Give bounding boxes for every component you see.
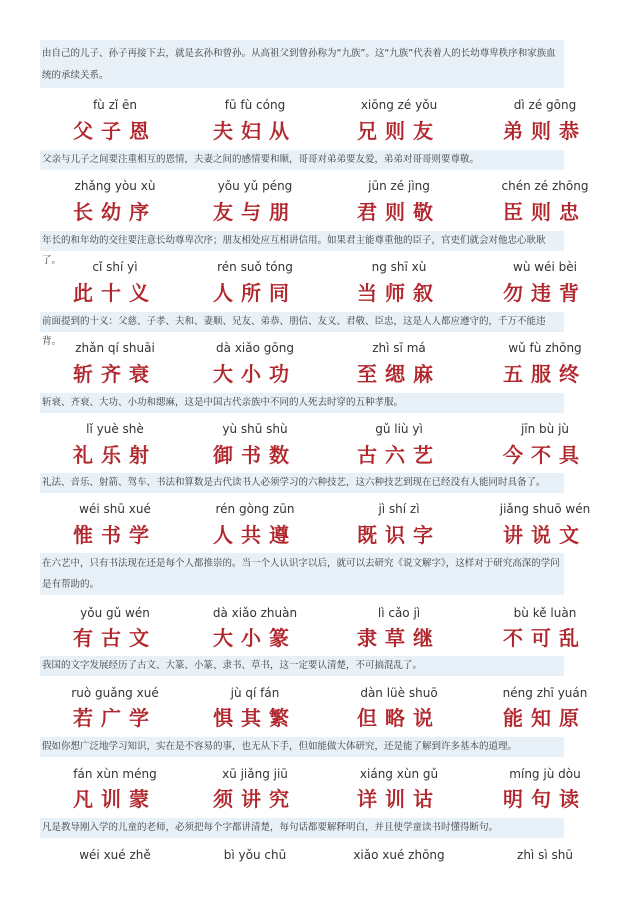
pinyin-row [40,338,600,358]
pinyin: bì yǒu chū [223,848,287,862]
verse-characters: 不可乱 [503,626,587,650]
character-row [40,279,600,305]
verse-explanation: 我国的文字发展经历了古文、大篆、小篆、隶书、草书，这一定要认清楚，不可搞混乱了。 [40,656,564,676]
pinyin: lǐ yuè shè [86,422,144,436]
pinyin-row [40,257,600,277]
pinyin: zhǎn qí shuāi [75,341,155,355]
verse-characters: 当师叙 [357,281,441,305]
pinyin: xū jiǎng jiū [222,767,288,781]
pinyin: xiáng xùn gǔ [359,767,439,781]
pinyin: míng jù dòu [509,767,581,781]
pinyin-row [40,764,600,784]
character-row [40,360,600,386]
pinyin: gǔ liù yì [375,422,423,436]
pinyin: jì shí zì [378,502,420,516]
character-row [40,785,600,811]
verse-characters: 弟则恭 [503,119,587,143]
pinyin: dà xiǎo zhuàn [212,606,298,620]
verse-characters: 大小篆 [213,626,297,650]
verse-characters: 夫妇从 [213,119,297,143]
verse-characters: 五服终 [503,362,587,386]
verse-characters: 此十义 [73,281,157,305]
verse-characters: 有古文 [73,626,157,650]
verse-explanation: 年长的和年幼的交往要注意长幼尊卑次序；朋友相处应互相讲信用。如果君主能尊重他的臣子，官吏们就会对他忠心耿耿了。 [40,231,564,251]
pinyin: jūn zé jìng [368,179,430,193]
pinyin: cǐ shí yì [92,260,138,274]
verse-explanation: 假如你想广泛地学习知识，实在是不容易的事，也无从下手，但如能做大体研究，还是能了解到许多基本的道理。 [40,737,564,757]
verse-characters: 勿违背 [503,281,587,305]
pinyin-row [40,95,600,115]
verse-explanation: 前面提到的十义：父慈、子孝、夫和、妻顺、兄友、弟恭、朋信、友义、君敬、臣忠，这是人人都应遵守的，千万不能违背。 [40,312,564,332]
pinyin: xiǎo xué zhōng [353,848,445,862]
pinyin-row [40,683,600,703]
verse-characters: 须讲究 [213,787,297,811]
pinyin-row [40,603,600,623]
pinyin-row [40,499,600,519]
verse-characters: 父子恩 [73,119,157,143]
verse-characters: 能知原 [503,706,587,730]
pinyin: dàn lüè shuō [360,686,438,700]
pinyin: fù zǐ ēn [92,98,138,112]
pinyin: dì zé gōng [513,98,577,112]
pinyin: rén suǒ tóng [217,260,293,274]
verse-characters: 若广学 [73,706,157,730]
pinyin: bù kě luàn [513,606,577,620]
verse-characters: 礼乐射 [73,443,157,467]
verse-characters: 但略说 [357,706,441,730]
character-row [40,521,600,547]
pinyin: dà xiǎo gōng [216,341,294,355]
verse-characters: 人共遵 [213,523,297,547]
verse-characters: 臣则忠 [503,200,587,224]
pinyin: wéi xué zhě [79,848,151,862]
verse-characters: 惧其繁 [213,706,297,730]
verse-explanation: 在六艺中，只有书法现在还是每个人都推崇的。当一个人认识字以后，就可以去研究《说文解字》，这样对于研究高深的学问是有帮助的。 [40,553,564,595]
verse-characters: 详训诂 [357,787,441,811]
verse-characters: 兄则友 [357,119,441,143]
verse-characters: 友与朋 [213,200,297,224]
verse-characters: 明句读 [503,787,587,811]
pinyin-row [40,845,600,865]
verse-explanation: 礼法、音乐、射箭、驾车、书法和算数是古代读书人必须学习的六种技艺，这六种技艺到现在已经没有人能同时具备了。 [40,473,564,493]
verse-characters: 大小功 [213,362,297,386]
verse-characters: 既识字 [357,523,441,547]
verse-characters: 隶草继 [357,626,441,650]
verse-characters: 讲说文 [503,523,587,547]
pinyin: rén gòng zūn [215,502,295,516]
pinyin: zhì sì shū [517,848,573,862]
pinyin: fán xùn méng [73,767,157,781]
pinyin: zhǎng yòu xù [74,179,156,193]
pinyin: yǒu yǔ péng [217,179,293,193]
verse-explanation: 父亲与儿子之间要注重相互的恩情，夫妻之间的感情要和顺，哥哥对弟弟要友爱，弟弟对哥哥则要尊敬。 [40,150,564,170]
character-row [40,198,600,224]
verse-characters: 人所同 [213,281,297,305]
character-row [40,117,600,143]
verse-characters: 君则敬 [357,200,441,224]
pinyin: ruò guǎng xué [71,686,159,700]
verse-explanation: 凡是教导刚入学的儿童的老师，必须把每个字都讲清楚，每句话都要解释明白，并且使学童读书时懂得断句。 [40,818,564,838]
pinyin: chén zé zhōng [501,179,589,193]
pinyin: ng shī xù [371,260,427,274]
pinyin: jīn bù jù [520,422,570,436]
verse-characters: 御书数 [213,443,297,467]
pinyin: wù wéi bèi [513,260,577,274]
pinyin: fū fù cóng [224,98,286,112]
character-row [40,624,600,650]
pinyin: xiōng zé yǒu [360,98,438,112]
pinyin: néng zhī yuán [502,686,588,700]
verse-explanation: 斩衰、齐衰、大功、小功和缌麻，这是中国古代亲族中不同的人死去时穿的五种孝服。 [40,393,564,413]
pinyin-row [40,419,600,439]
pinyin: zhì sī má [372,341,426,355]
verse-characters: 长幼序 [73,200,157,224]
intro-explanation: 由自己的儿子、孙子再接下去，就是玄孙和曾孙。从高祖父到曾孙称为“九族”。这“九族”代表着人的长幼尊卑秩序和家族血统的承续关系。 [40,40,564,88]
verse-characters: 今不具 [503,443,587,467]
pinyin: jù qí fán [230,686,280,700]
character-row [40,441,600,467]
verse-characters: 凡训蒙 [73,787,157,811]
pinyin: wǔ fù zhōng [508,341,582,355]
pinyin: yù shū shù [222,422,288,436]
pinyin: jiǎng shuō wén [499,502,591,516]
verse-characters: 古六艺 [357,443,441,467]
pinyin-row [40,176,600,196]
verse-characters: 斩齐衰 [73,362,157,386]
pinyin: yǒu gǔ wén [80,606,150,620]
pinyin: wéi shū xué [79,502,151,516]
verse-characters: 惟书学 [73,523,157,547]
verse-characters: 至缌麻 [357,362,441,386]
character-row [40,704,600,730]
pinyin: lì cǎo jì [377,606,421,620]
